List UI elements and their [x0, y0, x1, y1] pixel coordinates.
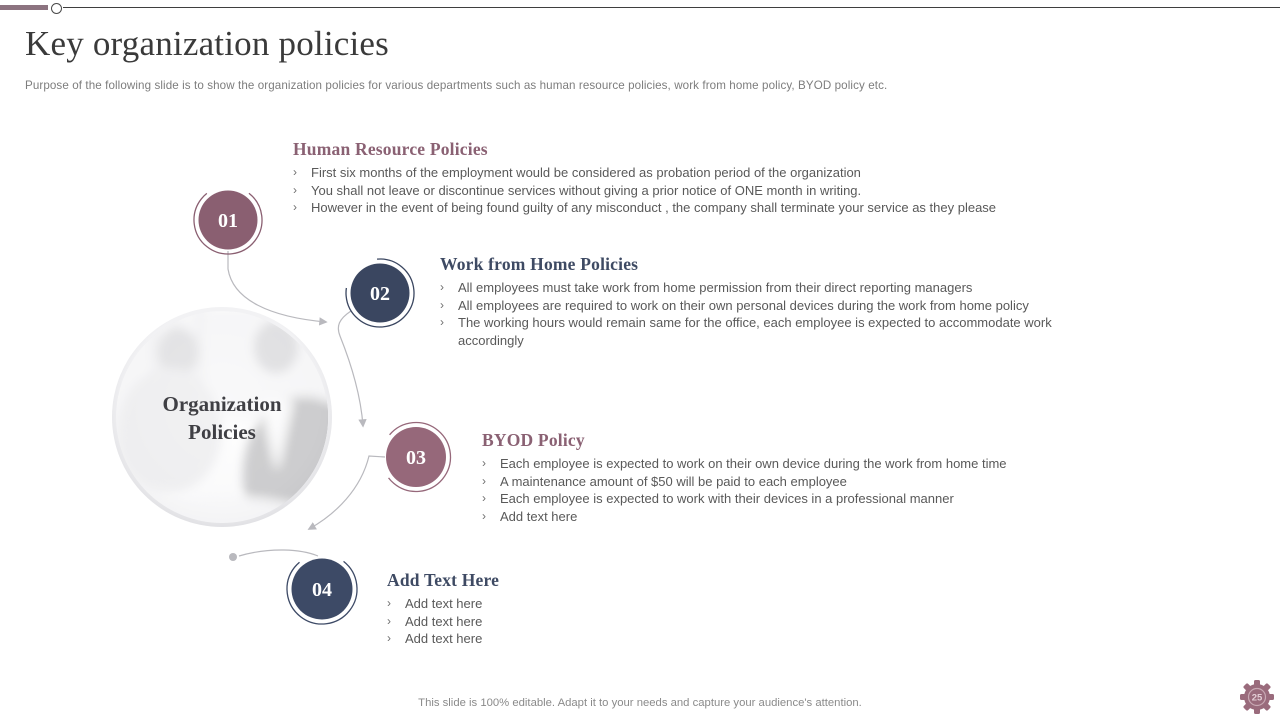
bullet-marker: ›: [387, 596, 391, 610]
bullet-marker: ›: [482, 491, 486, 506]
placeholder-text[interactable]: Add text here: [405, 613, 483, 629]
policy-cycle-diagram: [80, 170, 480, 630]
connector-04-dot: [229, 553, 237, 561]
bullet-marker: ›: [482, 508, 486, 523]
bullet-marker: ›: [440, 315, 444, 330]
top-rule-line: [63, 7, 1280, 8]
section-title: Add Text Here: [387, 570, 500, 590]
node-02-number: 02: [370, 283, 390, 305]
bullet-marker: ›: [482, 456, 486, 470]
bullet-item: › A maintenance amount of $50 will be paid to each employee: [482, 473, 847, 489]
node-03-number: 03: [406, 447, 426, 469]
bullet-marker: ›: [293, 182, 297, 197]
node-04-number: 04: [312, 579, 332, 601]
bullet-item: › The working hours would remain same for the office, each employee is expected to accommodate work accordingly: [440, 315, 1052, 348]
bullet-list: [482, 455, 1122, 525]
bullet-marker: ›: [387, 613, 391, 628]
node-04: [273, 540, 371, 630]
bullet-marker: ›: [440, 297, 444, 312]
section-add-text-here: [387, 570, 707, 648]
node-02: [343, 256, 417, 330]
bullet-marker: ›: [440, 280, 444, 294]
hub-label-line2: Policies: [188, 420, 256, 444]
bullet-marker: ›: [293, 165, 297, 179]
bullet-item: › Each employee is expected to work with their devices in a professional manner: [482, 491, 954, 507]
bullet-item[interactable]: [387, 613, 707, 631]
editable-note: This slide is 100% editable. Adapt it to your needs and capture your audience's attention.: [418, 697, 862, 709]
page-title: Key organization policies: [25, 24, 389, 63]
bullet-marker: ›: [482, 473, 486, 488]
connector-04: [239, 550, 318, 556]
page-number: 25: [1251, 692, 1263, 704]
section-title: BYOD Policy: [482, 430, 585, 450]
page-subtitle: Purpose of the following slide is to show the organization policies for various departments such as human resource policies, work from home policy, BYOD policy etc.: [25, 79, 888, 92]
page-number-badge: [1237, 677, 1277, 717]
node-01: [180, 172, 275, 267]
section-work-from-home-policies: [440, 254, 1108, 349]
section-title: Human Resource Policies: [293, 139, 488, 159]
bullet-item: › You shall not leave or discontinue services without giving a prior notice of ONE month in writing.: [293, 182, 862, 198]
bullet-item[interactable]: [482, 508, 1122, 526]
node-01-number: 01: [218, 210, 238, 232]
bullet-item[interactable]: [387, 595, 707, 613]
placeholder-text[interactable]: Add text here: [500, 508, 578, 524]
bullet-marker: ›: [293, 200, 297, 215]
hub-photo-wash: [116, 311, 328, 523]
top-accent-circle: [51, 3, 62, 14]
bullet-list: [387, 595, 707, 648]
top-accent-bar: [0, 5, 48, 10]
placeholder-text[interactable]: Add text here: [405, 596, 483, 611]
bullet-list: [293, 164, 1143, 217]
section-byod-policy: [482, 430, 1122, 525]
placeholder-text[interactable]: Add text here: [405, 631, 483, 647]
bullet-item: › However in the event of being found guilty of any misconduct , the company shall terminate your service as they please: [293, 200, 997, 216]
bullet-list: [440, 279, 1108, 349]
connector-02: [338, 311, 363, 426]
bullet-marker: ›: [387, 631, 391, 646]
section-title: Work from Home Policies: [440, 254, 639, 274]
section-human-resource-policies: [293, 139, 1143, 217]
hub-label-line1: Organization: [162, 392, 282, 416]
bullet-item[interactable]: [387, 630, 707, 648]
bullet-item: › First six months of the employment would be considered as probation period of the organization: [293, 165, 861, 180]
bullet-item: › All employees must take work from home permission from their direct reporting managers: [440, 280, 973, 295]
connector-03: [309, 456, 385, 529]
bullet-item: › Each employee is expected to work on their own device during the work from home time: [482, 456, 1007, 471]
bullet-item: › All employees are required to work on their own personal devices during the work from home policy: [440, 297, 1029, 313]
